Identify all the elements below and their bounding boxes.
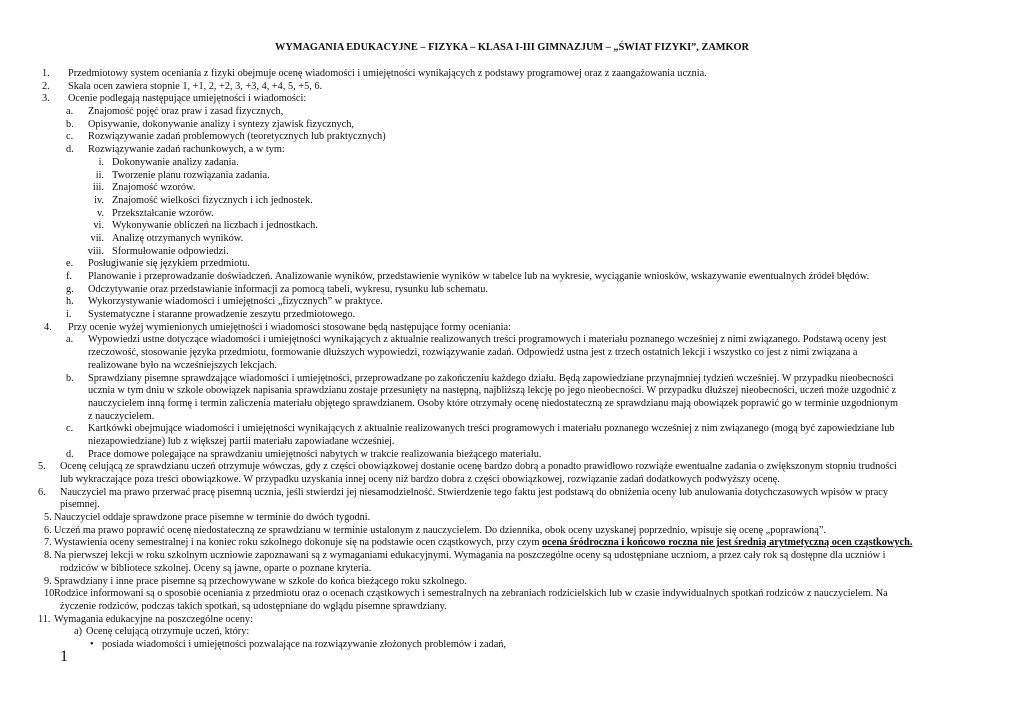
line-text: Nauczyciel oddaje sprawdzone prace pisemne w terminie do dwóch tygodni. xyxy=(54,512,371,524)
line-text: Rozwiązywanie zadań rachunkowych, a w tym: xyxy=(88,144,285,156)
document-line xyxy=(0,423,1024,436)
line-text: Planowanie i przeprowadzanie doświadczeń. Analizowanie wyników, przedstawienie wyników w tabelce lub na wykresie, wyciąganie wniosków, wskazywanie ewentualnych źródeł błędów. xyxy=(88,271,870,282)
list-marker: viii. xyxy=(87,245,104,257)
list-marker: d. xyxy=(66,448,74,460)
line-text: posiada wiadomości i umiejętności pozwalające na rozwiązywanie złożonych problemów i zadań, xyxy=(102,638,507,650)
list-marker: c. xyxy=(66,423,74,435)
line-text: Wystawienia oceny semestralnej i na koniec roku szkolnego dokonuje się na podstawie ocen cząstkowych, przy czym ocena śródroczna i końcowo roczna nie jest średnią arytmetyczną ocen cząstkowych. xyxy=(54,537,913,549)
document-title: WYMAGANIA EDUKACYJNE – FIZYKA – KLASA I-III GIMNAZJUM – „ŚWIAT FIZYKI”, ZAMKOR xyxy=(275,42,749,53)
document-line xyxy=(0,461,1024,474)
document-line xyxy=(0,309,1024,322)
document-line xyxy=(0,499,1024,512)
line-text: Wypowiedzi ustne dotyczące wiadomości i umiejętności wynikających z aktualnie realizowanych treści programowych i materiału poznanego wcześniej z nimi związanego. Podstawą oceny jest xyxy=(88,334,887,346)
line-text: Ocenę celującą ze sprawdzianu uczeń otrzymuje wówczas, gdy z części obowiązkowej dostanie ocenę bardzo dobrą a ponadto prawidłowo rozwiąże ewentualne zadania o zwiększonym stopniu trudności xyxy=(60,461,897,473)
line-text: Przedmiotowy system oceniania z fizyki obejmuje ocenę wiadomości i umiejętności wynikających z podstawy programowej oraz z zaangażowania ucznia. xyxy=(68,68,707,79)
list-marker: a. xyxy=(66,334,74,346)
list-marker: 8. xyxy=(44,550,52,562)
document-line xyxy=(0,373,1024,386)
document-line xyxy=(0,563,1024,576)
list-marker: f. xyxy=(66,271,73,282)
line-text: nauczycielem inną formę i termin zaliczenia materiału objętego sprawdzianem. Osoby które otrzymały ocenę niedostateczną ze sprawdzianu mają obowiązek poprawić go w terminie uzgodnionym xyxy=(88,397,898,409)
list-marker: ii. xyxy=(95,169,104,181)
line-text: Znajomość wzorów. xyxy=(112,182,196,194)
document-line xyxy=(0,398,1024,411)
document-line xyxy=(0,157,1024,170)
emphasized-text: ocena śródroczna i końcowo roczna nie jest średnią arytmetyczną ocen cząstkowych. xyxy=(542,537,913,549)
line-text: Kartkówki obejmujące wiadomości i umiejętności wynikających z aktualnie realizowanych treści programowych i materiału poznanego wcześniej z nim związanego (mogą być zapowiedziane lub xyxy=(88,423,895,435)
list-marker: c. xyxy=(66,131,74,143)
line-text: Znajomość wielkości fizycznych i ich jednostek. xyxy=(112,194,313,206)
line-text: Nauczyciel ma prawo przerwać pracę pisemną ucznia, jeśli stwierdzi jej niesamodzielność. Stwierdzenie tego faktu jest podstawą do obniżenia oceny lub anulowania dotychczasowych wpisów w pracy xyxy=(60,486,889,498)
list-marker: 3. xyxy=(42,93,50,105)
document-line xyxy=(0,487,1024,500)
list-marker: iii. xyxy=(92,182,104,194)
line-text: życzenie rodziców, podczas takich spotkań, są udostępniane do wglądu pisemne sprawdziany. xyxy=(60,600,447,612)
document-line xyxy=(0,93,1024,106)
document-line xyxy=(0,614,1024,627)
list-marker: 2. xyxy=(42,80,50,92)
document-line xyxy=(0,170,1024,183)
list-marker: a. xyxy=(66,106,74,118)
line-text: rodziców w bibliotece szkolnej. Oceny są jawne, oparte o poznane kryteria. xyxy=(60,562,372,574)
document-line xyxy=(0,512,1024,525)
list-marker: vii. xyxy=(90,232,104,244)
document-line xyxy=(0,626,1024,639)
list-marker: i. xyxy=(66,309,72,321)
document-line xyxy=(0,119,1024,132)
document-line xyxy=(0,550,1024,563)
line-text: Na pierwszej lekcji w roku szkolnym uczniowie zapoznawani są z wymaganiami edukacyjnymi. Wymagania na poszczególne oceny są udostępniane uczniom, a przez cały rok są dostępne dla uczniów i xyxy=(54,550,886,562)
document-line xyxy=(0,233,1024,246)
line-text: rzeczowość, stosowanie języka przedmiotu, formowanie dłuższych wypowiedzi, rozwiązywanie zadań. Odpowiedź ustna jest z trzech ostatnich lekcji i wszystko co jest z nimi związana a xyxy=(88,347,858,359)
document-line xyxy=(0,436,1024,449)
list-marker: 5. xyxy=(38,461,46,473)
line-text: pisemnej. xyxy=(60,499,100,511)
document-line xyxy=(0,576,1024,589)
document-line xyxy=(0,334,1024,347)
document-line xyxy=(0,322,1024,335)
line-text: z nauczycielem. xyxy=(88,410,155,422)
list-marker: 1. xyxy=(42,68,50,79)
line-text: Wymagania edukacyjne na poszczególne oceny: xyxy=(54,613,253,625)
document-line xyxy=(0,474,1024,487)
line-text: Systematyczne i staranne prowadzenie zeszytu przedmiotowego. xyxy=(88,309,356,321)
line-text: Prace domowe polegające na sprawdzaniu umiejętności nabytych w trakcie realizowania bieżącego materiału. xyxy=(88,448,542,460)
document-line xyxy=(0,360,1024,373)
document-line xyxy=(0,639,1024,652)
list-marker: 6. xyxy=(44,524,52,536)
list-marker: h. xyxy=(66,296,74,308)
document-line xyxy=(0,449,1024,462)
list-marker: 6. xyxy=(38,486,46,498)
document-line xyxy=(0,258,1024,271)
line-text: Rodzice informowani są o sposobie oceniania z przedmiotu oraz o ocenach cząstkowych i semestralnych na zebraniach rodzicielskich lub w czasie indywidualnych spotkań rodziców z nauczycielem. Na xyxy=(54,588,888,600)
document-line xyxy=(0,385,1024,398)
document-line xyxy=(0,220,1024,233)
list-marker: b. xyxy=(66,118,74,130)
line-text: Znajomość pojęć oraz praw i zasad fizycznych, xyxy=(88,106,284,118)
line-text: Sformułowanie odpowiedzi. xyxy=(112,245,229,257)
line-text: Przekształcanie wzorów. xyxy=(112,207,214,219)
document-body xyxy=(0,68,1024,652)
document-line xyxy=(0,347,1024,360)
line-text: realizowane było na wcześniejszych lekcjach. xyxy=(88,359,277,371)
document-line xyxy=(0,195,1024,208)
document-line xyxy=(0,68,1024,81)
document-line xyxy=(0,601,1024,614)
list-marker: iv. xyxy=(94,194,104,206)
document-line xyxy=(0,131,1024,144)
list-marker: 5. xyxy=(44,512,52,524)
line-text: Dokonywanie analizy zadania. xyxy=(112,156,239,168)
list-marker: • xyxy=(90,638,94,650)
list-marker: 9. xyxy=(44,575,52,587)
list-marker: 7. xyxy=(44,537,52,549)
list-marker: i. xyxy=(98,156,104,168)
line-text: Ocenie podlegają następujące umiejętności i wiadomości: xyxy=(68,93,307,105)
list-marker: d. xyxy=(66,144,74,156)
document-line xyxy=(0,271,1024,284)
document-line xyxy=(0,525,1024,538)
line-text: Sprawdziany i inne prace pisemne są przechowywane w szkole do końca bieżącego roku szkolnego. xyxy=(54,575,467,587)
document-line xyxy=(0,411,1024,424)
page-number: 1 xyxy=(60,648,68,665)
line-text: ucznia w tym dniu w szkole obowiązek napisania sprawdzianu zostaje przesunięty na następną, najbliższą lekcję po jego nieobecności. W przypadku dłuższej nieobecności, uczeń może uzgodnić z xyxy=(88,385,897,397)
document-line xyxy=(0,296,1024,309)
document-line xyxy=(0,246,1024,259)
document-line xyxy=(0,106,1024,119)
line-text: Posługiwanie się językiem przedmiotu. xyxy=(88,258,250,270)
document-line xyxy=(0,144,1024,157)
line-text: Analizę otrzymanych wyników. xyxy=(112,232,244,244)
line-text: Przy ocenie wyżej wymienionych umiejętności i wiadomości stosowane będą następujące formy oceniania: xyxy=(68,321,511,333)
line-text: Uczeń ma prawo poprawić ocenę niedostateczną ze sprawdzianu w terminie ustalonym z nauczycielem. Do dziennika, obok oceny uzyskanej poprzednio, wpisuje się ocenę „poprawioną”. xyxy=(54,524,826,536)
line-text: lub wykraczające poza treści obowiązkowe. W przypadku uzyskania innej oceny niż bardzo dobra z części obowiązkowej, rozwiązanie zadań dodatkowych podwyższy ocenę. xyxy=(60,474,780,485)
document-line xyxy=(0,208,1024,221)
list-marker: 10. xyxy=(44,588,57,600)
line-text: Rozwiązywanie zadań problemowych (teoretycznych lub praktycznych) xyxy=(88,131,386,143)
document-line xyxy=(0,588,1024,601)
document-line xyxy=(0,284,1024,297)
list-marker: b. xyxy=(66,372,74,384)
list-marker: 4. xyxy=(44,321,52,333)
list-marker: v. xyxy=(96,207,104,219)
line-text: Skala ocen zawiera stopnie 1, +1, 2, +2, 3, +3, 4, +4, 5, +5, 6. xyxy=(68,80,323,92)
line-text: niezapowiedziane) lub z większej partii materiału zapowiadane wcześniej. xyxy=(88,435,395,447)
list-marker: 11. xyxy=(38,613,51,625)
document-line xyxy=(0,81,1024,94)
document-line xyxy=(0,537,1024,550)
line-text: Tworzenie planu rozwiązania zadania. xyxy=(112,169,270,181)
list-marker: g. xyxy=(66,283,74,295)
line-text: Odczytywanie oraz przedstawianie informacji za pomocą tabeli, wykresu, rysunku lub schematu. xyxy=(88,283,489,295)
line-text: Opisywanie, dokonywanie analizy i syntezy zjawisk fizycznych, xyxy=(88,118,354,130)
line-text: Wykonywanie obliczeń na liczbach i jednostkach. xyxy=(112,220,318,232)
list-marker: e. xyxy=(66,258,74,270)
line-text: Wykorzystywanie wiadomości i umiejętności „fizycznych” w praktyce. xyxy=(88,296,383,308)
list-marker: vi. xyxy=(93,220,104,232)
list-marker: a) xyxy=(74,626,82,638)
line-text: Sprawdziany pisemne sprawdzające wiadomości i umiejętności, przeprowadzane po zakończeniu każdego działu. Będą zapowiedziane przynajmniej tydzień wcześniej. W przypadku nieobecności xyxy=(88,372,894,384)
document-line xyxy=(0,182,1024,195)
line-text: Ocenę celującą otrzymuje uczeń, który: xyxy=(86,626,250,638)
